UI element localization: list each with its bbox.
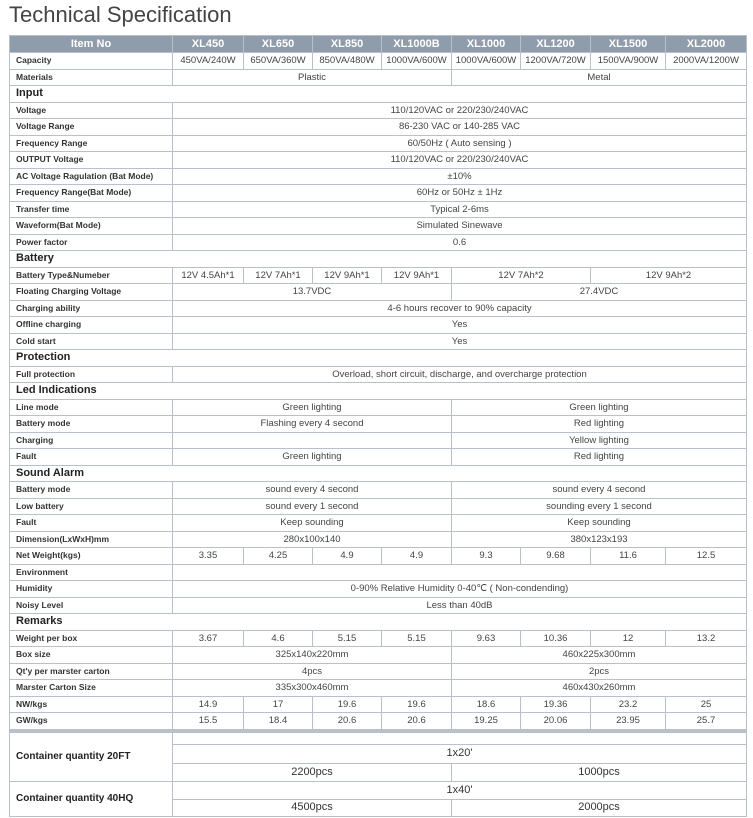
row-label: Floating Charging Voltage xyxy=(10,284,173,301)
table-cell: 20.6 xyxy=(313,713,382,731)
section-row xyxy=(10,350,747,367)
row-label: Fault xyxy=(10,449,173,466)
row-label: OUTPUT Voltage xyxy=(10,152,173,169)
row-label: Power factor xyxy=(10,234,173,251)
container-spacer-row xyxy=(10,731,747,745)
section-row xyxy=(10,86,747,103)
row-label: Environment xyxy=(10,564,173,581)
table-cell: 110/120VAC or 220/230/240VAC xyxy=(173,152,747,169)
table-cell: 2000pcs xyxy=(452,799,747,816)
table-cell: Plastic xyxy=(173,69,452,86)
row-label: Net Weight(kgs) xyxy=(10,548,173,565)
table-row xyxy=(10,449,747,466)
model-header: XL1500 xyxy=(591,36,666,53)
header-row xyxy=(10,36,747,53)
row-label: Battery mode xyxy=(10,482,173,499)
section-title-input: Input xyxy=(10,86,747,103)
page-title: Technical Specification xyxy=(9,2,232,27)
row-label: Battery mode xyxy=(10,416,173,433)
table-cell: Simulated Sinewave xyxy=(173,218,747,235)
table-cell: 9.68 xyxy=(521,548,591,565)
table-cell: 2pcs xyxy=(452,663,747,680)
row-label: Dimension(LxWxH)mm xyxy=(10,531,173,548)
table-cell: Green lighting xyxy=(173,399,452,416)
row-label: AC Voltage Ragulation (Bat Mode) xyxy=(10,168,173,185)
table-cell: Red lighting xyxy=(452,416,747,433)
table-row xyxy=(10,152,747,169)
table-row xyxy=(10,333,747,350)
table-row xyxy=(10,218,747,235)
section-row xyxy=(10,614,747,631)
table-cell: 1x40' xyxy=(173,781,747,799)
table-cell: 1000VA/600W xyxy=(452,53,521,70)
table-cell: 380x123x193 xyxy=(452,531,747,548)
model-header: XL2000 xyxy=(666,36,747,53)
table-cell: Red lighting xyxy=(452,449,747,466)
table-cell: 19.25 xyxy=(452,713,521,731)
table-cell: Green lighting xyxy=(173,449,452,466)
row-label: Full protection xyxy=(10,366,173,383)
container-40hq-label: Container quantity 40HQ xyxy=(10,781,173,816)
table-row xyxy=(10,498,747,515)
section-title-alarm: Sound Alarm xyxy=(10,465,747,482)
table-cell: 3.67 xyxy=(173,630,244,647)
table-cell: sound every 4 second xyxy=(173,482,452,499)
table-cell: 4.9 xyxy=(382,548,452,565)
row-label: Weight per box xyxy=(10,630,173,647)
table-cell: 1200VA/720W xyxy=(521,53,591,70)
table-cell: 2200pcs xyxy=(173,763,452,781)
table-cell: 4.25 xyxy=(244,548,313,565)
table-cell: 18.6 xyxy=(452,696,521,713)
table-cell: Yes xyxy=(173,333,747,350)
container-40hq-unit-row xyxy=(10,781,747,799)
table-cell xyxy=(173,432,452,449)
row-label: Offline charging xyxy=(10,317,173,334)
table-cell: 20.06 xyxy=(521,713,591,731)
table-cell: Green lighting xyxy=(452,399,747,416)
table-row xyxy=(10,548,747,565)
table-cell: 15.5 xyxy=(173,713,244,731)
table-cell: 650VA/360W xyxy=(244,53,313,70)
row-label: Humidity xyxy=(10,581,173,598)
table-cell: 450VA/240W xyxy=(173,53,244,70)
table-cell: 19.36 xyxy=(521,696,591,713)
table-cell: Flashing every 4 second xyxy=(173,416,452,433)
row-label: Qt'y per marster carton xyxy=(10,663,173,680)
section-row xyxy=(10,251,747,268)
table-cell: 25.7 xyxy=(666,713,747,731)
table-cell: 4.6 xyxy=(244,630,313,647)
section-title-remarks: Remarks xyxy=(10,614,747,631)
table-cell: 12V 7Ah*2 xyxy=(452,267,591,284)
table-cell: 23.95 xyxy=(591,713,666,731)
table-row xyxy=(10,399,747,416)
table-row xyxy=(10,185,747,202)
table-row xyxy=(10,630,747,647)
table-cell: 4pcs xyxy=(173,663,452,680)
table-cell: 12V 9Ah*1 xyxy=(313,267,382,284)
table-row xyxy=(10,284,747,301)
model-header: XL650 xyxy=(244,36,313,53)
row-label: NW/kgs xyxy=(10,696,173,713)
table-row xyxy=(10,267,747,284)
row-label: Marster Carton Size xyxy=(10,680,173,697)
table-cell: 460x225x300mm xyxy=(452,647,747,664)
table-cell: sound every 1 second xyxy=(173,498,452,515)
table-row xyxy=(10,416,747,433)
spacer-cell xyxy=(173,731,747,745)
table-row xyxy=(10,680,747,697)
table-row xyxy=(10,102,747,119)
row-label: Capacity xyxy=(10,53,173,70)
row-label: Voltage xyxy=(10,102,173,119)
table-row xyxy=(10,119,747,136)
row-label: Charging ability xyxy=(10,300,173,317)
table-cell: 10.36 xyxy=(521,630,591,647)
table-cell: 12.5 xyxy=(666,548,747,565)
table-row xyxy=(10,515,747,532)
table-row xyxy=(10,300,747,317)
table-cell: 12V 9Ah*2 xyxy=(591,267,747,284)
table-row xyxy=(10,366,747,383)
table-cell: 17 xyxy=(244,696,313,713)
container-20ft-label: Container quantity 20FT xyxy=(10,731,173,782)
table-row xyxy=(10,531,747,548)
table-cell: Keep sounding xyxy=(173,515,452,532)
row-label: Waveform(Bat Mode) xyxy=(10,218,173,235)
table-cell: 460x430x260mm xyxy=(452,680,747,697)
table-cell: 19.6 xyxy=(382,696,452,713)
table-cell: 23.2 xyxy=(591,696,666,713)
table-row xyxy=(10,713,747,731)
table-cell: 13.2 xyxy=(666,630,747,647)
table-cell: 335x300x460mm xyxy=(173,680,452,697)
table-cell: 3.35 xyxy=(173,548,244,565)
table-cell: 18.4 xyxy=(244,713,313,731)
table-cell: 12V 9Ah*1 xyxy=(382,267,452,284)
section-row xyxy=(10,383,747,400)
table-cell: Yellow lighting xyxy=(452,432,747,449)
row-label: Materials xyxy=(10,69,173,86)
table-cell: 0.6 xyxy=(173,234,747,251)
row-label: Frequency Range xyxy=(10,135,173,152)
table-cell: 0-90% Relative Humidity 0-40℃ ( Non-condending) xyxy=(173,581,747,598)
table-cell: sound every 4 second xyxy=(452,482,747,499)
table-cell: 9.3 xyxy=(452,548,521,565)
table-row xyxy=(10,597,747,614)
table-cell: 4-6 hours recover to 90% capacity xyxy=(173,300,747,317)
table-cell: 850VA/480W xyxy=(313,53,382,70)
table-cell: 1000pcs xyxy=(452,763,747,781)
table-cell: 2000VA/1200W xyxy=(666,53,747,70)
spec-table xyxy=(9,35,747,817)
model-header: XL450 xyxy=(173,36,244,53)
table-row xyxy=(10,234,747,251)
table-cell: Yes xyxy=(173,317,747,334)
table-cell: Overload, short circuit, discharge, and overcharge protection xyxy=(173,366,747,383)
table-row xyxy=(10,647,747,664)
row-label: Box size xyxy=(10,647,173,664)
table-cell: 12V 7Ah*1 xyxy=(244,267,313,284)
table-cell: 19.6 xyxy=(313,696,382,713)
item-no-header: Item No xyxy=(10,36,173,53)
row-label: Voltage Range xyxy=(10,119,173,136)
table-cell: 13.7VDC xyxy=(173,284,452,301)
table-cell: Less than 40dB xyxy=(173,597,747,614)
table-cell: 14.9 xyxy=(173,696,244,713)
table-cell: 60/50Hz ( Auto sensing ) xyxy=(173,135,747,152)
row-label: Fault xyxy=(10,515,173,532)
table-row xyxy=(10,663,747,680)
table-row xyxy=(10,317,747,334)
table-row xyxy=(10,564,747,581)
row-label: Charging xyxy=(10,432,173,449)
table-cell: 1000VA/600W xyxy=(382,53,452,70)
table-cell: 25 xyxy=(666,696,747,713)
model-header: XL1000 xyxy=(452,36,521,53)
table-cell: ±10% xyxy=(173,168,747,185)
table-row xyxy=(10,482,747,499)
table-cell: 60Hz or 50Hz ± 1Hz xyxy=(173,185,747,202)
table-row xyxy=(10,696,747,713)
section-title-battery: Battery xyxy=(10,251,747,268)
table-cell: Keep sounding xyxy=(452,515,747,532)
row-label: Low battery xyxy=(10,498,173,515)
row-label: Noisy Level xyxy=(10,597,173,614)
table-cell: 1500VA/900W xyxy=(591,53,666,70)
table-cell xyxy=(173,564,747,581)
table-cell: Typical 2-6ms xyxy=(173,201,747,218)
table-cell: 4.9 xyxy=(313,548,382,565)
model-header: XL1000B xyxy=(382,36,452,53)
table-cell: 12 xyxy=(591,630,666,647)
table-cell: 27.4VDC xyxy=(452,284,747,301)
table-row xyxy=(10,432,747,449)
table-cell: 325x140x220mm xyxy=(173,647,452,664)
row-label: GW/kgs xyxy=(10,713,173,731)
table-row xyxy=(10,135,747,152)
table-cell: 5.15 xyxy=(382,630,452,647)
model-header: XL1200 xyxy=(521,36,591,53)
row-label: Battery Type&Numeber xyxy=(10,267,173,284)
section-row xyxy=(10,465,747,482)
table-cell: 9.63 xyxy=(452,630,521,647)
table-row xyxy=(10,168,747,185)
table-cell: 1x20' xyxy=(173,744,747,763)
table-cell: 20.6 xyxy=(382,713,452,731)
table-cell: 12V 4.5Ah*1 xyxy=(173,267,244,284)
materials-row xyxy=(10,69,747,86)
capacity-row xyxy=(10,53,747,70)
table-row xyxy=(10,581,747,598)
table-cell: sounding every 1 second xyxy=(452,498,747,515)
table-cell: 4500pcs xyxy=(173,799,452,816)
row-label: Transfer time xyxy=(10,201,173,218)
model-header: XL850 xyxy=(313,36,382,53)
table-row xyxy=(10,201,747,218)
table-cell: Metal xyxy=(452,69,747,86)
table-cell: 11.6 xyxy=(591,548,666,565)
section-title-protection: Protection xyxy=(10,350,747,367)
table-cell: 86-230 VAC or 140-285 VAC xyxy=(173,119,747,136)
table-cell: 280x100x140 xyxy=(173,531,452,548)
row-label: Cold start xyxy=(10,333,173,350)
table-cell: 110/120VAC or 220/230/240VAC xyxy=(173,102,747,119)
row-label: Line mode xyxy=(10,399,173,416)
table-cell: 5.15 xyxy=(313,630,382,647)
row-label: Frequency Range(Bat Mode) xyxy=(10,185,173,202)
section-title-led: Led Indications xyxy=(10,383,747,400)
